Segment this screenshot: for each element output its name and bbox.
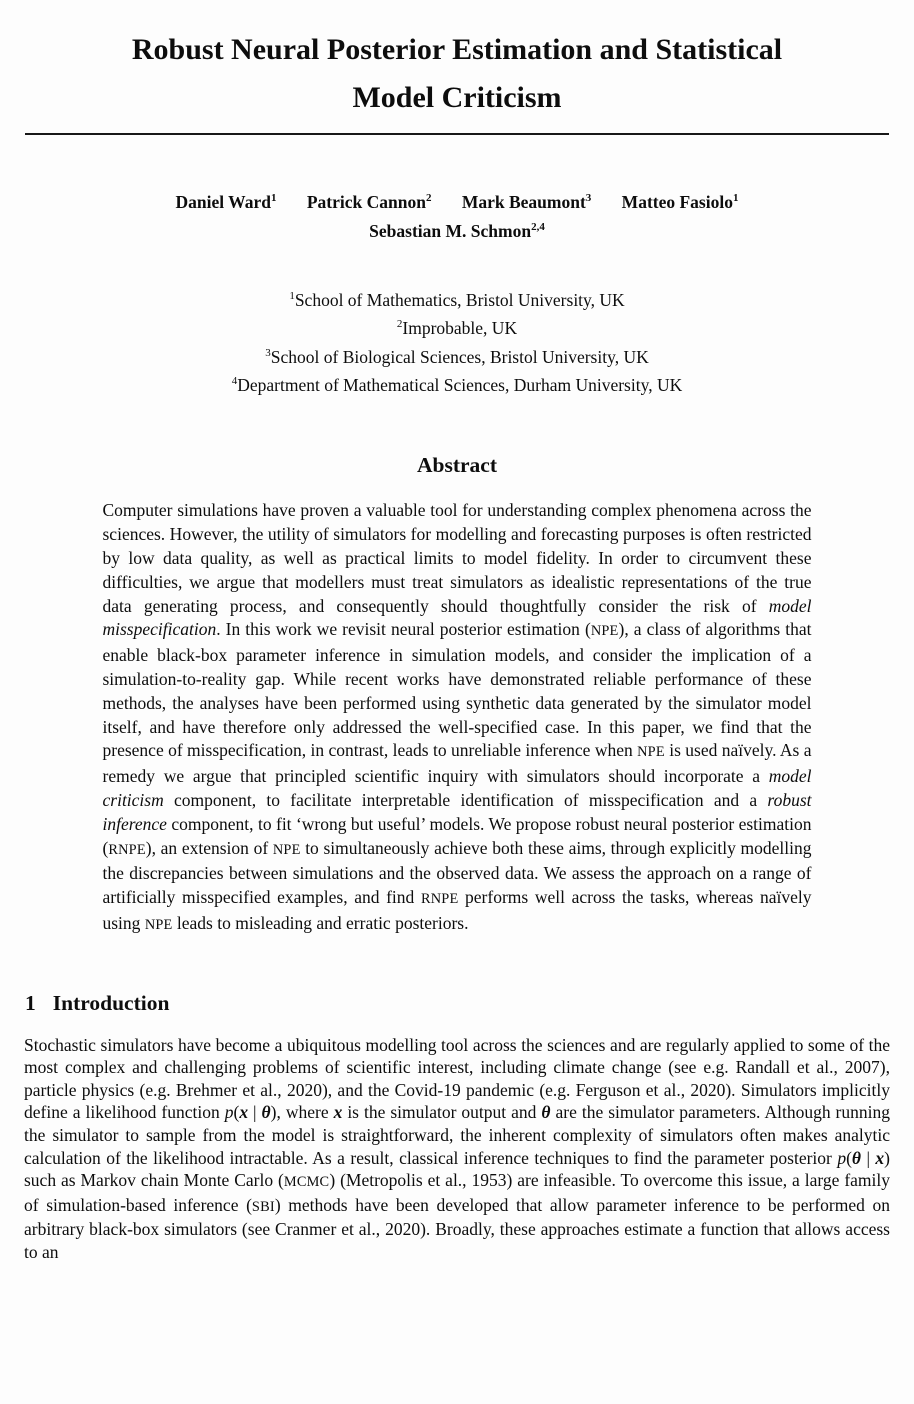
author-affiliation-superscript: 2 [425, 192, 432, 204]
author-name: Sebastian M. Schmon [369, 220, 532, 241]
affiliation-line-4 [0, 369, 914, 397]
abstract-heading: Abstract [416, 453, 497, 478]
author-block [0, 186, 914, 244]
affiliation-text: Improbable, UK [402, 317, 518, 338]
affiliation-block [0, 284, 914, 398]
authors-row-2 [0, 215, 914, 244]
title-divider-rule [25, 133, 889, 135]
paper-title-line-1: Robust Neural Posterior Estimation and Statistical [131, 33, 783, 66]
section-number: 1 [25, 990, 36, 1015]
abstract-paragraph: Computer simulations have proven a valuable tool for understanding complex phenomena across the sciences. However, the utility of simulators for modelling and forecasting purposes is often restricted by low data quality, as well as practical limits to model fidelity. In order to circumvent these difficulties, we argue that modellers must treat simulators as idealistic representations of the true data generating process, and consequently should thoughtfully consider the risk of model misspecification. In this work we revisit neural posterior estimation (NPE), a class of algorithms that enable black-box parameter inference in simulation models, and consider the implication of a simulation-to-reality gap. While recent works have demonstrated reliable performance of these methods, the analyses have been performed using synthetic data generated by the simulator model itself, and have therefore only addressed the well-specified case. In this paper, we find that the presence of misspecification, in contrast, leads to unreliable inference when NPE is used naïvely. As a remedy we argue that principled scientific inquiry with simulators should incorporate a model criticism component, to facilitate interpretable identification of misspecification and a robust inference component, to fit ‘wrong but useful’ models. We propose robust neural posterior estimation (RNPE), an extension of NPE to simultaneously achieve both these aims, through explicitly modelling the discrepancies between simulations and the observed data. We assess the approach on a range of artificially misspecified examples, and find RNPE performs well across the tasks, whereas naïvely using NPE leads to misleading and erratic posteriors. [102, 500, 812, 933]
author-name: Mark Beaumont [461, 191, 586, 212]
affiliation-text: Department of Mathematical Sciences, Durham University, UK [237, 374, 683, 395]
affiliation-line-1 [0, 284, 914, 312]
author-name: Daniel Ward [175, 191, 271, 212]
affiliation-superscript: 3 [265, 346, 271, 359]
section-title: Introduction [52, 990, 170, 1015]
author-affiliation-superscript: 2,4 [531, 220, 545, 233]
section-1-heading [25, 990, 889, 1017]
affiliation-line-2 [0, 312, 914, 340]
affiliation-text: School of Mathematics, Bristol University, UK [294, 289, 625, 310]
affiliation-line-3 [0, 341, 914, 369]
affiliation-superscript: 2 [396, 318, 403, 331]
paper-page [0, 26, 914, 1404]
author-name: Matteo Fasiolo [621, 191, 733, 212]
affiliation-superscript: 1 [289, 289, 295, 302]
author-sebastian-schmon [369, 221, 545, 241]
author-daniel-ward [176, 192, 277, 212]
affiliation-superscript: 4 [231, 374, 238, 387]
author-affiliation-superscript: 1 [732, 192, 739, 204]
author-patrick-cannon [307, 192, 432, 212]
affiliation-text: School of Biological Sciences, Bristol University, UK [270, 346, 649, 367]
author-matteo-fasiolo [622, 192, 739, 212]
author-mark-beaumont [462, 192, 591, 212]
author-affiliation-superscript: 1 [270, 192, 277, 204]
authors-row-1 [0, 186, 914, 215]
paper-title-line-2: Model Criticism [352, 81, 562, 114]
introduction-paragraph: Stochastic simulators have become a ubiquitous modelling tool across the sciences and are regularly applied to some of the most complex and challenging problems of scientific interest, including climate change (see e.g. Randall et al., 2007), particle physics (e.g. Brehmer et al., 2020), and the Covid-19 pandemic (e.g. Ferguson et al., 2020). Simulators implicitly define a likelihood function p(x | θ), where x is the simulator output and θ are the simulator parameters. Although running the simulator to sample from the model is straightforward, the inherent complexity of simulators often makes analytic calculation of the likelihood intractable. As a result, classical inference techniques to find the parameter posterior p(θ | x) such as Markov chain Monte Carlo (MCMC) (Metropolis et al., 1953) are infeasible. To overcome this issue, a large family of simulation-based inference (SBI) methods have been developed that allow parameter inference to be performed on arbitrary black-box simulators (see Cranmer et al., 2020). Broadly, these approaches estimate a function that allows access to an [24, 1034, 890, 1263]
author-name: Patrick Cannon [306, 191, 426, 212]
author-affiliation-superscript: 3 [585, 192, 592, 204]
paper-title [30, 26, 884, 122]
